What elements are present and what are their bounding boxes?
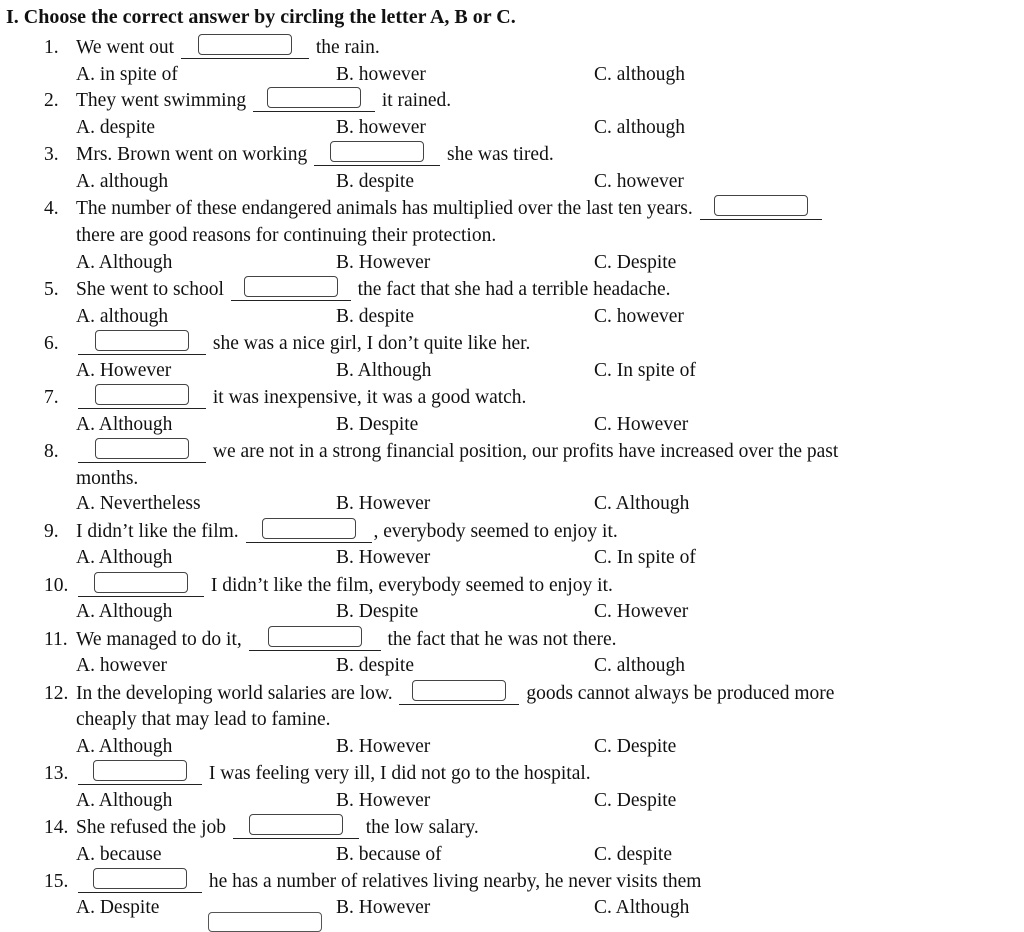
option-c[interactable]: C. Although xyxy=(594,493,690,514)
answer-blank[interactable] xyxy=(78,438,206,463)
text-segment: we are not in a strong financial position, our profits have increased over the past xyxy=(208,441,839,462)
question-number: 1. xyxy=(44,37,59,58)
option-c[interactable]: C. In spite of xyxy=(594,547,696,568)
text-segment: I didn’t like the film. xyxy=(76,521,244,542)
option-a[interactable]: A. Although xyxy=(76,790,173,811)
question-text xyxy=(76,330,530,357)
answer-blank[interactable] xyxy=(399,680,519,705)
option-c[interactable]: C. Despite xyxy=(594,790,677,811)
option-c[interactable]: C. Despite xyxy=(594,736,677,757)
question-number: 11. xyxy=(44,629,68,650)
answer-box[interactable] xyxy=(95,438,189,459)
answer-blank[interactable] xyxy=(78,330,206,355)
option-a[interactable]: A. Although xyxy=(76,414,173,435)
question-number: 6. xyxy=(44,333,59,354)
option-c[interactable]: C. Despite xyxy=(594,252,677,273)
option-b[interactable]: B. However xyxy=(336,547,431,568)
option-a[interactable]: A. although xyxy=(76,171,169,192)
question-number: 12. xyxy=(44,683,69,704)
option-a[interactable]: A. Although xyxy=(76,601,173,622)
option-b[interactable]: B. However xyxy=(336,736,431,757)
option-a[interactable]: A. because xyxy=(76,844,162,865)
text-segment: I didn’t like the film, everybody seemed to enjoy it. xyxy=(206,575,613,596)
question-number: 5. xyxy=(44,279,59,300)
text-segment: The number of these endangered animals has multiplied over the last ten years. xyxy=(76,198,698,219)
option-b[interactable]: B. However xyxy=(336,252,431,273)
answer-blank[interactable] xyxy=(253,87,375,112)
question-number: 9. xyxy=(44,521,59,542)
option-b[interactable]: B. however xyxy=(336,64,426,85)
question-text xyxy=(76,626,617,653)
option-a[interactable]: A. Although xyxy=(76,547,173,568)
option-b[interactable]: B. because of xyxy=(336,844,442,865)
text-segment: she was a nice girl, I don’t quite like her. xyxy=(208,333,531,354)
text-segment: In the developing world salaries are low. xyxy=(76,683,398,704)
option-b[interactable]: B. despite xyxy=(336,655,414,676)
text-segment: the low salary. xyxy=(360,817,479,838)
text-segment: he has a number of relatives living nearby, he never visits them xyxy=(204,871,702,892)
answer-blank[interactable] xyxy=(246,518,372,543)
answer-blank[interactable] xyxy=(78,868,202,893)
answer-blank[interactable] xyxy=(231,276,351,301)
question-number: 8. xyxy=(44,441,59,462)
question-text xyxy=(76,34,380,61)
option-b[interactable]: B. Despite xyxy=(336,414,419,435)
answer-box[interactable] xyxy=(262,518,356,539)
answer-box[interactable] xyxy=(714,195,808,216)
question-text xyxy=(76,384,526,411)
answer-box[interactable] xyxy=(249,814,343,835)
answer-box[interactable] xyxy=(412,680,506,701)
text-segment: she was tired. xyxy=(442,144,554,165)
question-text xyxy=(76,868,701,895)
question-text xyxy=(76,87,451,114)
option-b[interactable]: B. Despite xyxy=(336,601,419,622)
question-number: 3. xyxy=(44,144,59,165)
option-c[interactable]: C. Although xyxy=(594,897,690,918)
question-number: 15. xyxy=(44,871,69,892)
question-text xyxy=(76,814,479,841)
text-segment: there are good reasons for continuing their protection. xyxy=(76,225,497,246)
text-segment: months. xyxy=(76,468,139,489)
option-b[interactable]: B. however xyxy=(336,117,426,138)
option-b[interactable]: B. However xyxy=(336,790,431,811)
question-number: 14. xyxy=(44,817,69,838)
question-number: 10. xyxy=(44,575,69,596)
text-segment: She refused the job xyxy=(76,817,231,838)
text-segment: They went swimming xyxy=(76,90,251,111)
answer-box[interactable] xyxy=(330,141,424,162)
question-text xyxy=(76,572,613,599)
answer-blank[interactable] xyxy=(78,384,206,409)
option-a[interactable]: A. however xyxy=(76,655,167,676)
answer-box-cutoff xyxy=(208,912,322,932)
option-a[interactable]: A. Although xyxy=(76,736,173,757)
question-text xyxy=(76,276,671,303)
question-number: 4. xyxy=(44,198,59,219)
question-text xyxy=(76,465,138,492)
option-b[interactable]: B. However xyxy=(336,493,431,514)
question-number: 2. xyxy=(44,90,59,111)
text-segment: cheaply that may lead to famine. xyxy=(76,709,331,730)
option-b[interactable]: B. Although xyxy=(336,360,432,381)
text-segment: goods cannot always be produced more xyxy=(521,683,835,704)
question-text xyxy=(76,518,618,545)
option-a[interactable]: A. despite xyxy=(76,117,156,138)
option-b[interactable]: B. despite xyxy=(336,171,414,192)
answer-box[interactable] xyxy=(95,330,189,351)
answer-blank[interactable] xyxy=(700,195,822,220)
question-text xyxy=(76,760,591,787)
option-a[interactable]: A. Although xyxy=(76,252,173,273)
text-segment: We went out xyxy=(76,37,179,58)
answer-box[interactable] xyxy=(95,384,189,405)
answer-box[interactable] xyxy=(244,276,338,297)
option-c[interactable]: C. however xyxy=(594,171,684,192)
option-a[interactable]: A. although xyxy=(76,306,169,327)
question-text xyxy=(76,195,824,222)
option-c[interactable]: C. In spite of xyxy=(594,360,696,381)
question-text xyxy=(76,680,834,707)
option-b[interactable]: B. despite xyxy=(336,306,414,327)
text-segment: it was inexpensive, it was a good watch. xyxy=(208,387,527,408)
answer-box[interactable] xyxy=(94,572,188,593)
option-c[interactable]: C. although xyxy=(594,655,685,676)
answer-blank[interactable] xyxy=(181,34,309,59)
answer-box[interactable] xyxy=(198,34,292,55)
answer-blank[interactable] xyxy=(78,760,202,785)
option-c[interactable]: C. although xyxy=(594,117,685,138)
question-number: 13. xyxy=(44,763,69,784)
option-c[interactable]: C. however xyxy=(594,306,684,327)
option-a[interactable]: A. However xyxy=(76,360,172,381)
question-text xyxy=(76,706,330,733)
answer-box[interactable] xyxy=(93,868,187,889)
option-c[interactable]: C. despite xyxy=(594,844,672,865)
text-segment: , everybody seemed to enjoy it. xyxy=(373,521,618,542)
text-segment: We managed to do it, xyxy=(76,629,247,650)
text-segment: I was feeling very ill, I did not go to the hospital. xyxy=(204,763,591,784)
question-text xyxy=(76,438,838,465)
option-a[interactable]: A. in spite of xyxy=(76,64,178,85)
text-segment: the fact that she had a terrible headache. xyxy=(352,279,671,300)
answer-blank[interactable] xyxy=(249,626,381,651)
option-c[interactable]: C. However xyxy=(594,601,689,622)
worksheet-title: I. Choose the correct answer by circling the letter A, B or C. xyxy=(6,6,516,28)
text-segment: it rained. xyxy=(376,90,452,111)
answer-box[interactable] xyxy=(268,626,362,647)
answer-box[interactable] xyxy=(267,87,361,108)
text-segment: the fact that he was not there. xyxy=(382,629,617,650)
text-segment: the rain. xyxy=(310,37,380,58)
text-segment: She went to school xyxy=(76,279,229,300)
answer-blank[interactable] xyxy=(78,572,204,597)
answer-blank[interactable] xyxy=(233,814,359,839)
option-a[interactable]: A. Nevertheless xyxy=(76,493,201,514)
answer-box[interactable] xyxy=(93,760,187,781)
question-text xyxy=(76,222,496,249)
option-c[interactable]: C. However xyxy=(594,414,689,435)
question-text xyxy=(76,141,554,168)
option-a[interactable]: A. Despite xyxy=(76,897,160,918)
answer-blank[interactable] xyxy=(314,141,440,166)
option-b[interactable]: B. However xyxy=(336,897,431,918)
option-c[interactable]: C. although xyxy=(594,64,685,85)
question-number: 7. xyxy=(44,387,59,408)
text-segment: Mrs. Brown went on working xyxy=(76,144,313,165)
